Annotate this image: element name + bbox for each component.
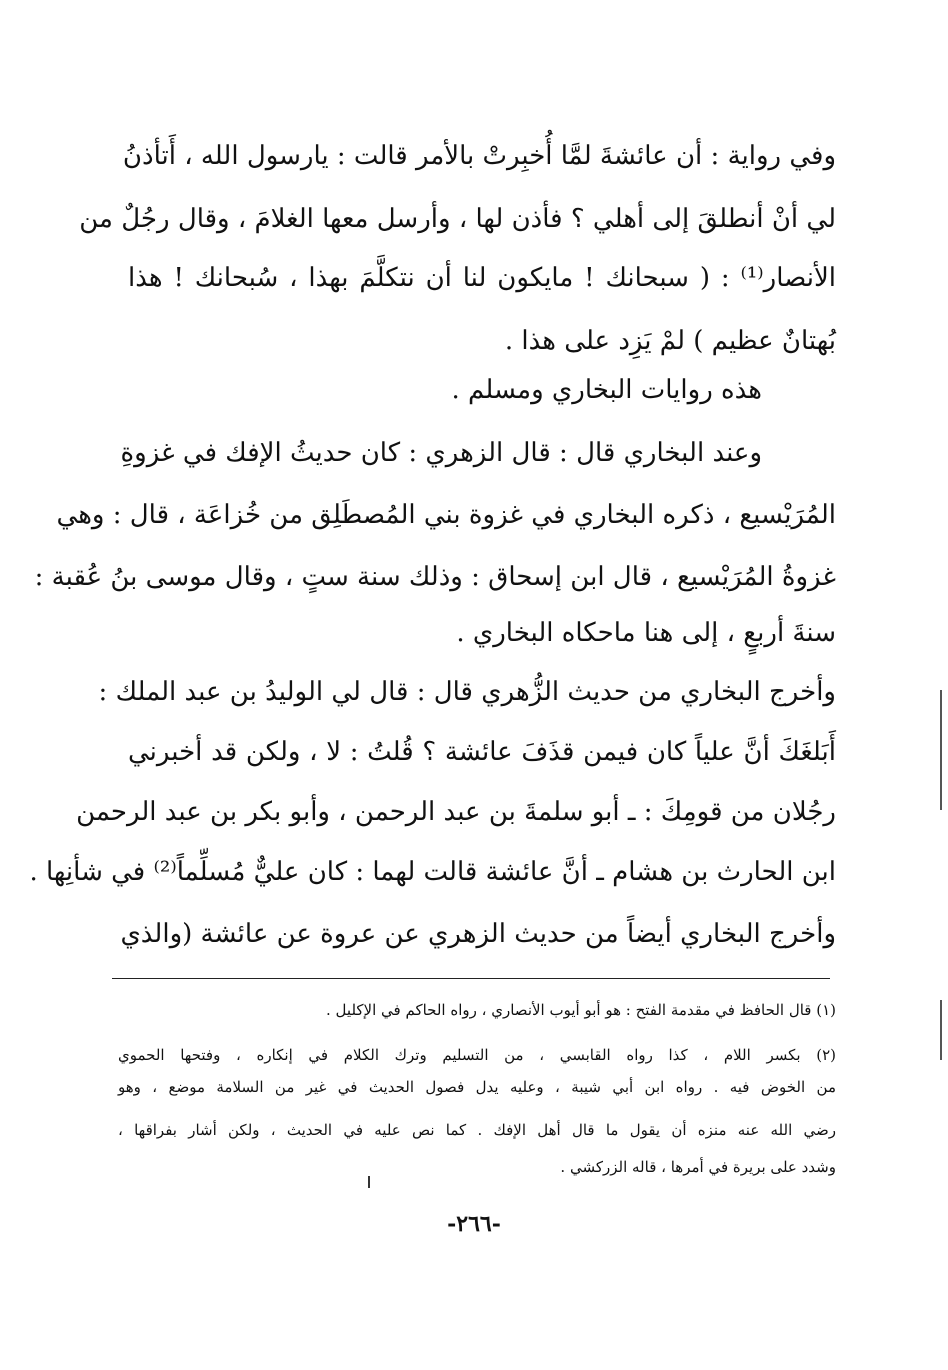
- page-number: -٢٦٦-: [447, 1211, 501, 1237]
- text-line-8: غزوةُ المُرَيْسيع ، قال ابن إسحاق : وذلك سنة ستٍ ، وقال موسى بنُ عُقبة :: [34, 562, 836, 592]
- footnote-2-line-2: من الخوض فيه . رواه ابن أبي شيبة ، وعليه يدل فصول الحديث في غير من السلامة موضع ، وهو: [118, 1078, 836, 1096]
- footnote-separator: [112, 978, 830, 979]
- scan-edge-mark: [940, 690, 942, 810]
- text-line-5: هذه روايات البخاري ومسلم .: [451, 375, 762, 405]
- footnote-2-line-3: رضي الله عنه منزه أن يقول ما قال أهل الإفك . كما نص عليه في الحديث ، ولكن أشار بفراقها ،: [118, 1121, 837, 1139]
- footnote-1: (١) قال الحافظ في مقدمة الفتح : هو أبو أيوب الأنصاري ، رواه الحاكم في الإكليل .: [326, 1001, 836, 1019]
- text-line-12: رجُلان من قومِكَ : ـ أبو سلمةَ بن عبد الرحمن ، وأبو بكر بن عبد الرحمن: [76, 797, 836, 827]
- text-line-9: سنةَ أربعٍ ، إلى هنا ماحكاه البخاري .: [456, 618, 836, 648]
- footnote-2-line-1: (٢) بكسر اللام ، كذا رواه القابسي ، من التسليم وترك الكلام في إنكاره ، وفتحها الحموي: [118, 1046, 836, 1064]
- text-line-10: وأخرج البخاري من حديث الزُّهري قال : قال لي الوليدُ بن عبد الملك :: [98, 677, 836, 707]
- text-line-3: الأنصار⁽¹⁾ : ( سبحانك ! مايكون لنا أن نتكلَّمَ بهذا ، سُبحانك ! هذا: [128, 263, 836, 293]
- footnote-2-line-4: وشدد على بريرة في أمرها ، قاله الزركشي .: [560, 1158, 836, 1176]
- scan-edge-mark-lower: [940, 1000, 942, 1060]
- text-line-14: وأخرج البخاري أيضاً من حديث الزهري عن عروة عن عائشة (والذي: [120, 919, 836, 949]
- text-line-4: بُهتانٌ عظيم ) لمْ يَزِد على هذا .: [504, 326, 836, 356]
- text-line-1: وفي رواية : أن عائشةَ لمَّا أُخبِرتْ بالأمر قالت : يارسول الله ، أَتأذنُ: [122, 141, 836, 171]
- text-line-6: وعند البخاري قال : قال الزهري : كان حديثُ الإفك في غزوةِ: [120, 438, 762, 468]
- text-line-7: المُرَيْسيع ، ذكره البخاري في غزوة بني المُصطَلِق من خُزاعَة ، قال : وهي: [56, 500, 836, 530]
- stray-mark: [368, 1176, 370, 1188]
- text-line-13: ابن الحارث بن هشام ـ أنَّ عائشة قالت لهما : كان عليٌّ مُسلِّماً⁽²⁾ في شأنِها .: [29, 857, 836, 887]
- text-line-2: لي أنْ أنطلقَ إلى أهلي ؟ فأذن لها ، وأرسل معها الغلامَ ، وقال رجُلٌ من: [79, 204, 836, 234]
- text-line-11: أَبَلغَكَ أنَّ علياً كان فيمن قذَفَ عائشة ؟ قُلتُ : لا ، ولكن قد أخبرني: [128, 737, 836, 767]
